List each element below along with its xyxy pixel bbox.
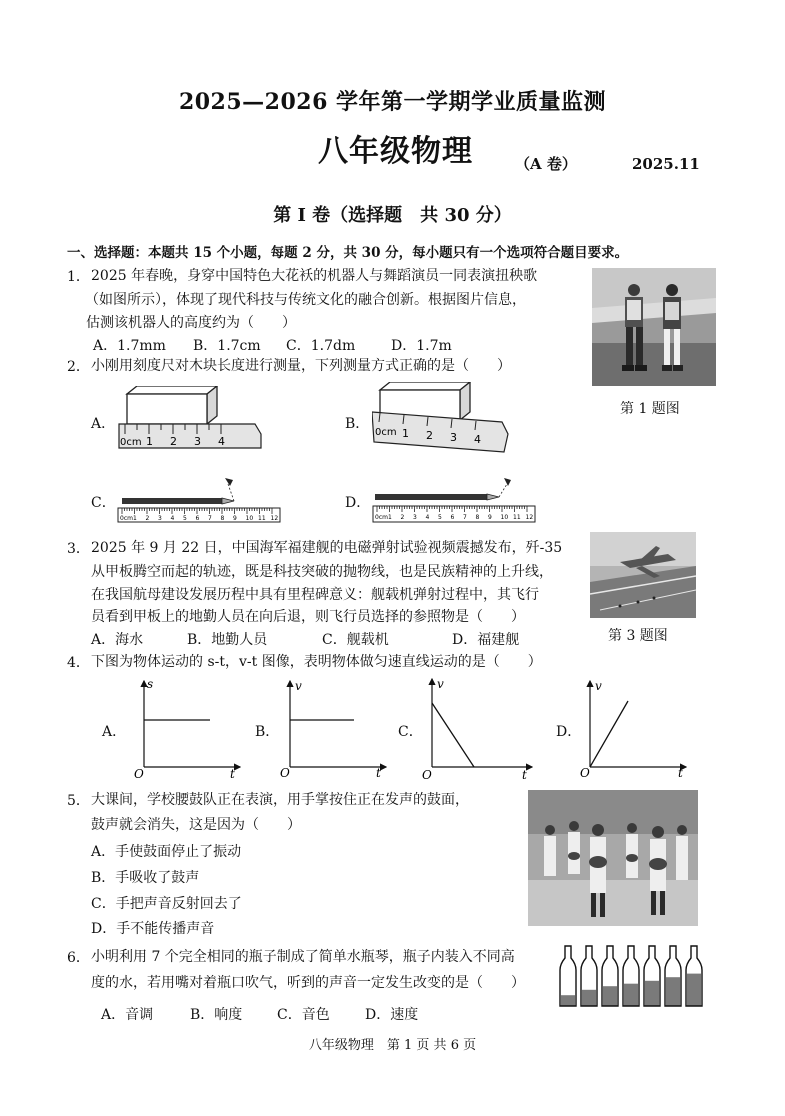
ruler-tick-label: 8 [475, 514, 480, 521]
q3-option-c: C．舰载机 [322, 632, 389, 648]
q4-label-b: B． [255, 724, 280, 740]
q4a-x-axis: t [230, 767, 235, 780]
q4-graph-d [576, 675, 691, 780]
q6-option-b: B．响度 [190, 1007, 243, 1023]
q1-line-1: 2025 年春晚，身穿中国特色大花袄的机器人与舞蹈演员一同表演扭秧歌 [91, 268, 538, 284]
ruler-tick-label: 0cm [120, 515, 133, 522]
q5-option-d: D．手不能传播声音 [91, 921, 215, 937]
q5-option-a: A．手使鼓面停止了振动 [91, 844, 242, 860]
ruler-tick-label: 11 [513, 514, 521, 521]
q1-option-c: C．1.7dm [286, 338, 356, 354]
volume-label: （A 卷） [515, 155, 577, 173]
water-bottle [665, 946, 681, 1006]
water-level [582, 990, 596, 1006]
q1-line-3: 估测该机器人的高度约为（ ） [86, 315, 296, 331]
q6-line-2: 度的水，若用嘴对着瓶口吹气，听到的声音一定发生改变的是（ ） [91, 975, 525, 991]
ruler-tick-label: 1 [133, 515, 137, 522]
q1-option-b: B．1.7cm [193, 338, 261, 354]
ruler-tick-label: 4 [170, 515, 175, 522]
ruler-tick-label: 6 [450, 514, 455, 521]
q4b-origin: O [280, 766, 290, 780]
q4a-y-axis: s [147, 677, 154, 691]
q4a-origin: O [134, 767, 144, 780]
q2-figure-c [116, 470, 284, 526]
q2-label-a: A． [91, 416, 116, 432]
ruler-tick-label: 8 [220, 515, 225, 522]
q4d-y-axis: v [595, 679, 602, 693]
ruler-tick-label: 9 [488, 514, 492, 521]
q4-graph-a [130, 675, 245, 780]
section-title: 第 I 卷（选择题 共 30 分） [273, 205, 512, 226]
q2a-tick-2: 2 [170, 435, 177, 448]
q4-graph-b [276, 675, 391, 780]
q2b-tick-4: 4 [474, 433, 481, 446]
q4c-y-axis: v [437, 677, 444, 691]
water-bottle [686, 946, 702, 1006]
q4-text: 下图为物体运动的 s-t，v-t 图像，表明物体做匀速直线运动的是（ ） [91, 654, 542, 670]
q4-label-a: A． [102, 724, 127, 740]
q3-option-a: A．海水 [91, 632, 144, 648]
ruler-tick-label: 12 [270, 515, 279, 522]
ruler-tick-label: 4 [425, 514, 430, 521]
q3-line-4: 员看到甲板上的地勤人员在向后退，则飞行员选择的参照物是（ ） [91, 609, 525, 625]
q6-option-c: C．音色 [277, 1007, 330, 1023]
q2a-tick-3: 3 [194, 435, 201, 448]
q6-option-d: D．速度 [365, 1007, 419, 1023]
q2b-tick-0: 0cm [375, 427, 397, 438]
q1-line-2: （如图所示），体现了现代科技与传统文化的融合创新。根据图片信息， [85, 292, 526, 308]
q1-option-d: D．1.7m [391, 338, 452, 354]
q3-line-3: 在我国航母建设发展历程中具有里程碑意义：舰载机弹射过程中，其飞行 [91, 587, 539, 603]
q3-option-d: D．福建舰 [452, 632, 520, 648]
ruler-tick-label: 9 [233, 515, 237, 522]
q2a-tick-0: 0cm [120, 437, 142, 448]
q1-option-a: A．1.7mm [93, 338, 166, 354]
ruler-tick-label: 7 [463, 514, 467, 521]
q4d-x-axis: t [678, 766, 683, 780]
water-bottle [602, 946, 618, 1006]
ruler-tick-label: 11 [258, 515, 266, 522]
page-footer: 八年级物理 第 1 页 共 6 页 [308, 1038, 477, 1053]
q4-graph-c [418, 675, 538, 783]
ruler-tick-label: 10 [245, 515, 254, 522]
ruler-tick-label: 3 [413, 514, 417, 521]
q2b-tick-3: 3 [450, 431, 457, 444]
water-level [666, 977, 680, 1006]
water-bottle [560, 946, 576, 1006]
q6-water-bottles [556, 944, 706, 1010]
water-level [624, 984, 638, 1006]
ruler-tick-label: 1 [388, 514, 392, 521]
ruler-tick-label: 5 [438, 514, 442, 521]
water-level [645, 981, 659, 1006]
q2-figure-b [372, 382, 517, 460]
q4b-y-axis: v [295, 679, 302, 693]
q3-figure-caption: 第 3 题图 [608, 628, 668, 644]
q5-number: 5． [67, 793, 90, 809]
ruler-tick-label: 10 [500, 514, 509, 521]
q4c-x-axis: t [522, 768, 527, 782]
ruler-tick-label: 12 [525, 514, 534, 521]
q2a-tick-1: 1 [146, 435, 153, 448]
q3-line-1: 2025 年 9 月 22 日，中国海军福建舰的电磁弹射试验视频震撼发布，歼-35 [91, 540, 563, 556]
q4-label-c: C． [398, 724, 423, 740]
q3-line-2: 从甲板腾空而起的轨迹，既是科技突破的抛物线，也是民族精神的上升线， [91, 564, 553, 580]
q2-number: 2． [67, 359, 90, 375]
ruler-tick-label: 0cm [375, 514, 388, 521]
q1-robot-photo [592, 268, 716, 386]
subject-title: 八年级物理 [318, 134, 473, 169]
water-level [687, 974, 701, 1006]
q5-line-2: 鼓声就会消失，这是因为（ ） [91, 817, 301, 833]
q4-number: 4． [67, 655, 90, 671]
water-bottle [623, 946, 639, 1006]
q6-line-1: 小明利用 7 个完全相同的瓶子制成了简单水瓶琴，瓶子内装入不同高 [91, 949, 515, 965]
ruler-tick-label: 6 [195, 515, 200, 522]
q4c-origin: O [422, 768, 432, 782]
ruler-tick-label: 2 [400, 514, 405, 521]
water-bottle [581, 946, 597, 1006]
q6-option-a: A．音调 [101, 1007, 154, 1023]
exam-date: 2025.11 [632, 155, 700, 173]
q5-line-1: 大课间，学校腰鼓队正在表演，用手掌按住正在发声的鼓面， [91, 792, 469, 808]
q2b-tick-2: 2 [426, 429, 433, 442]
q4-label-d: D． [556, 724, 582, 740]
q5-drum-team-photo [528, 790, 698, 926]
q5-option-c: C．手把声音反射回去了 [91, 896, 242, 912]
q3-option-b: B．地勤人员 [187, 632, 268, 648]
q2-figure-d [371, 470, 539, 526]
exam-title: 2025—2026 学年第一学期学业质量监测 [178, 89, 607, 115]
q2-label-b: B． [345, 416, 370, 432]
ruler-tick-label: 2 [145, 515, 150, 522]
q5-option-b: B．手吸收了鼓声 [91, 870, 200, 886]
q2-label-d: D． [345, 495, 371, 511]
q1-figure-caption: 第 1 题图 [620, 401, 680, 417]
ruler-tick-label: 5 [183, 515, 187, 522]
q2-text: 小刚用刻度尺对木块长度进行测量，下列测量方式正确的是（ ） [91, 358, 511, 374]
q3-number: 3． [67, 541, 90, 557]
ruler-tick-label: 3 [158, 515, 162, 522]
q3-aircraft-photo [590, 532, 696, 618]
q6-number: 6． [67, 950, 90, 966]
q2a-tick-4: 4 [218, 435, 225, 448]
water-level [561, 995, 575, 1006]
q2b-tick-1: 1 [402, 427, 409, 440]
section-instruction: 一、选择题：本题共 15 个小题，每题 2 分，共 30 分，每小题只有一个选项符合题目要求。 [67, 245, 629, 261]
q2-label-c: C． [91, 495, 116, 511]
q2-figure-a [115, 386, 265, 456]
q4d-origin: O [580, 766, 590, 780]
ruler-tick-label: 7 [208, 515, 212, 522]
q1-number: 1． [67, 269, 90, 285]
water-bottle [644, 946, 660, 1006]
q4b-x-axis: t [376, 766, 381, 780]
water-level [603, 986, 617, 1006]
